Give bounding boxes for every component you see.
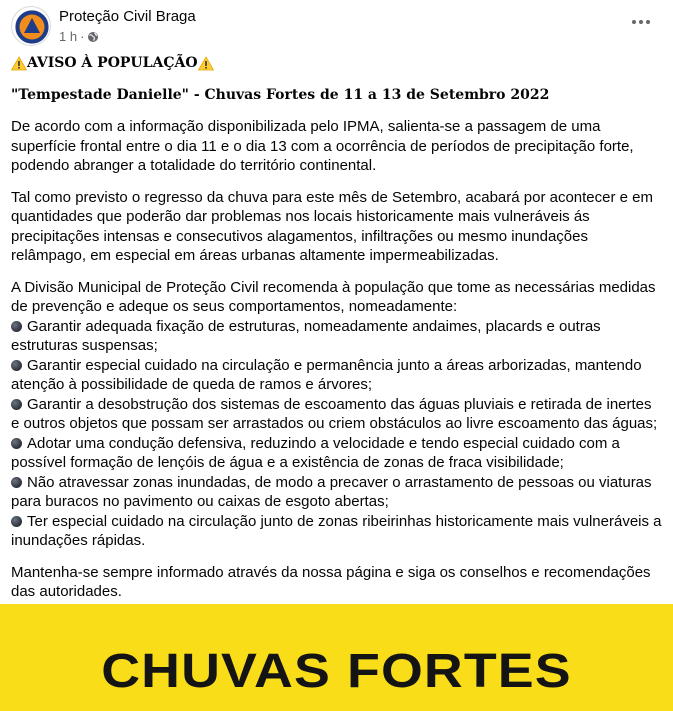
list-item: Não atravessar zonas inundadas, de modo a precaver o arrastamento de pessoas ou viaturas para buracos no pavimento ou caixas de esgoto abertas; (11, 473, 652, 510)
warning-heading (11, 54, 663, 74)
bullet-icon (11, 516, 22, 527)
list-item: Garantir adequada fixação de estruturas, nomeadamente andaimes, placards e outras estruturas suspensas; (11, 317, 601, 354)
bullet-icon (11, 360, 22, 371)
post-subtitle: "Tempestade Danielle" - Chuvas Fortes de 11 a 13 de Setembro 2022 (11, 86, 550, 103)
post-timestamp[interactable]: 1 h (59, 29, 78, 44)
more-options-button[interactable] (627, 12, 655, 32)
page-name-link[interactable]: Proteção Civil Braga (59, 8, 196, 25)
banner-title: CHUVAS FORTES (101, 645, 572, 698)
list-item: Garantir a desobstrução dos sistemas de escoamento das águas pluviais e retirada de inertes e outros objetos que possam ser arrastados ou criem obstáculos ao livre escoamento das águas; (11, 395, 658, 432)
post-meta (59, 29, 99, 44)
list-item: Adotar uma condução defensiva, reduzindo a velocidade e tendo especial cuidado com a possível formação de lençóis de água e a existência de zonas de fraca visibilidade; (11, 434, 620, 471)
more-options-icon (632, 20, 636, 24)
post-header (0, 0, 673, 50)
meta-separator: · (80, 29, 85, 44)
warning-icon (11, 56, 27, 71)
post-body (11, 54, 663, 614)
warning-title: AVISO À POPULAÇÃO (27, 55, 198, 71)
bullet-icon (11, 438, 22, 449)
paragraph-recommendations (11, 278, 663, 551)
list-item: Garantir especial cuidado na circulação e permanência junto a áreas arborizadas, mantendo atenção à possibilidade de queda de ramos e árvores; (11, 356, 642, 393)
recommendations-intro: A Divisão Municipal de Proteção Civil recomenda à população que tome as necessárias medidas de prevenção e adeque os seus comportamentos, nomeadamente: (11, 278, 656, 315)
bullet-icon (11, 321, 22, 332)
paragraph-ipma: De acordo com a informação disponibilizada pelo IPMA, salienta-se a passagem de uma superfície frontal entre o dia 11 e o dia 13 com a ocorrência de períodos de precipitação forte, podendo abranger a totalidade do território continental. (11, 118, 634, 174)
bullet-icon (11, 399, 22, 410)
bullet-icon (11, 477, 22, 488)
globe-icon[interactable] (87, 31, 99, 43)
post-image-banner[interactable] (0, 604, 673, 711)
protecao-civil-logo-icon (12, 7, 51, 46)
list-item: Ter especial cuidado na circulação junto de zonas ribeirinhas historicamente mais vulneráveis a inundações rápidas. (11, 512, 662, 549)
paragraph-rain-forecast: Tal como previsto o regresso da chuva para este mês de Setembro, acabará por acontecer e em quantidades que poderão dar problemas nos locais historicamente mais vulneráveis ás precipitações intensas e consecutivos alagamentos, infiltrações ou mesmo inundações relâmpago, em especial em áreas urbanas altamente impermeabilizadas. (11, 188, 654, 264)
page-avatar[interactable] (11, 6, 51, 46)
paragraph-closing: Mantenha-se sempre informado através da nossa página e siga os conselhos e recomendações das autoridades. (11, 563, 651, 600)
warning-icon (198, 56, 214, 71)
